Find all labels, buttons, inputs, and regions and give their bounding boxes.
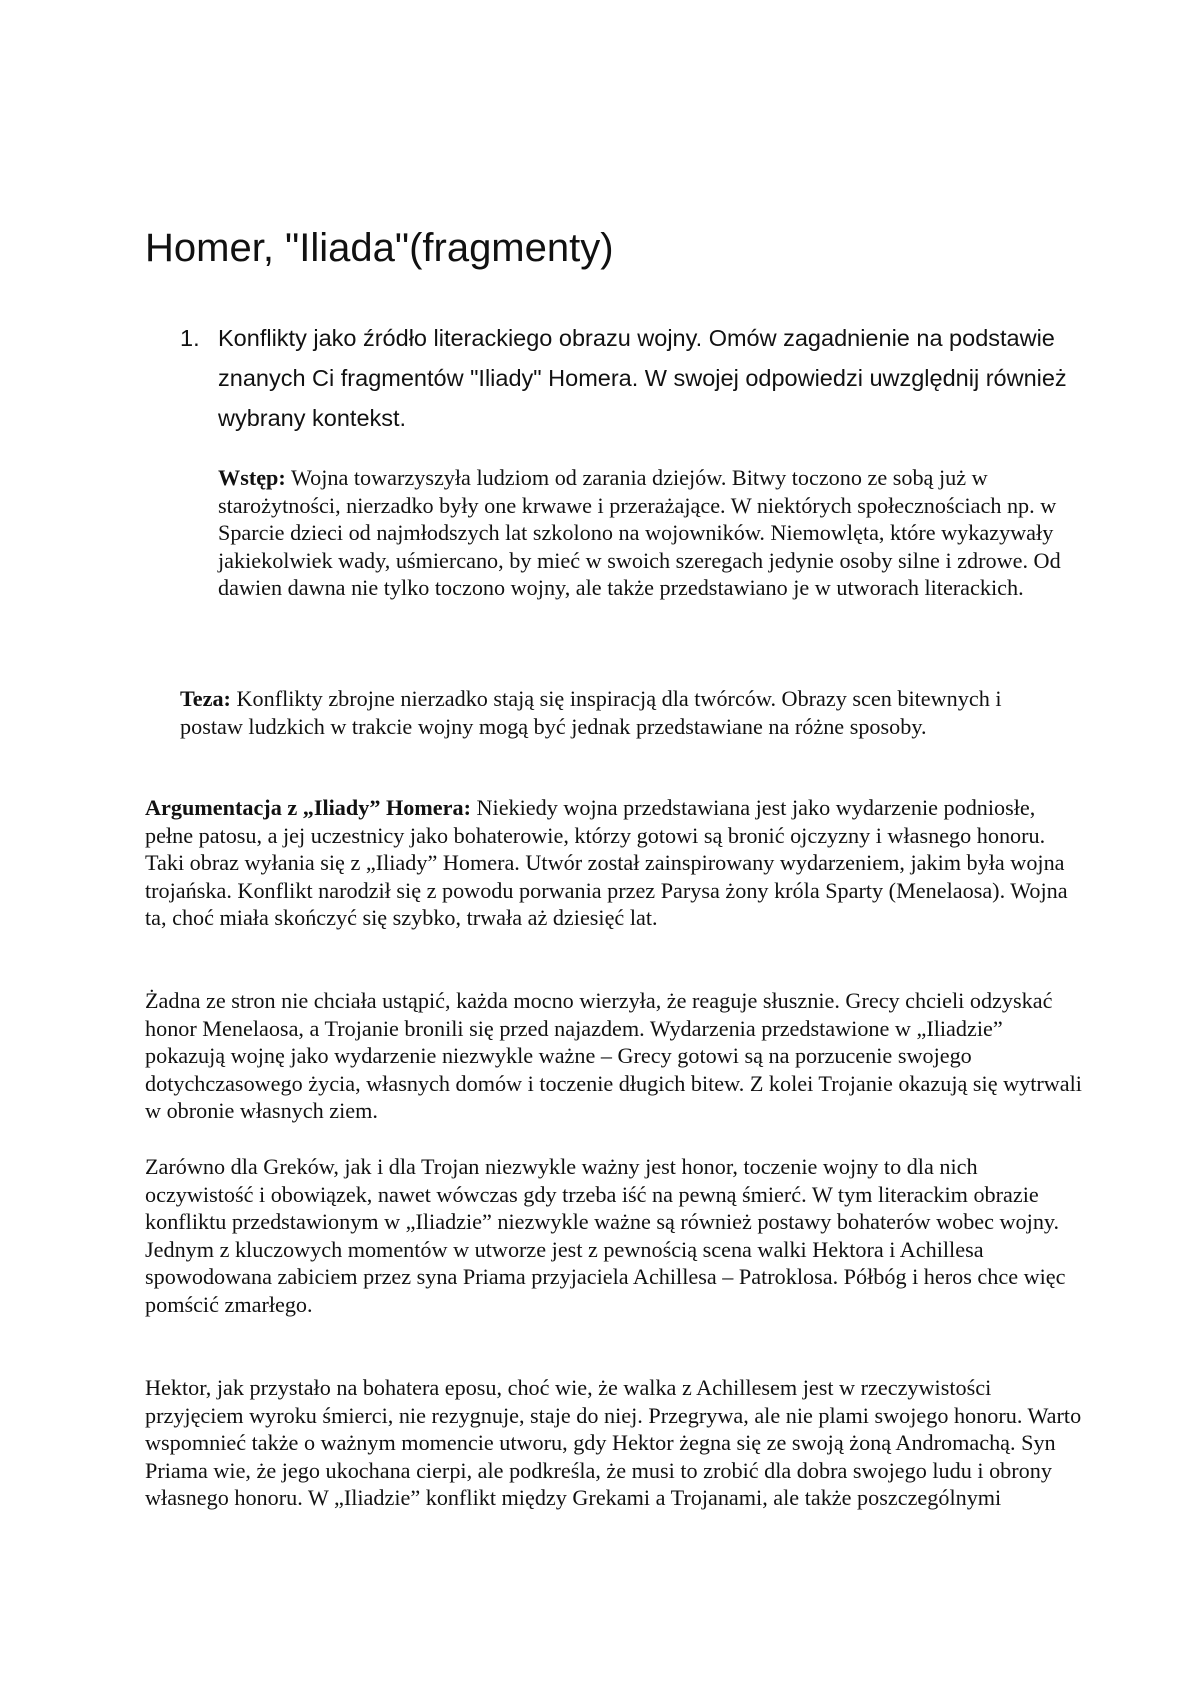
paragraph-thesis xyxy=(180,685,1060,740)
paragraph-body: Zarówno dla Greków, jak i dla Trojan niezwykle ważny jest honor, toczenie wojny to dla nich oczywistość i obowiązek, nawet wówczas gdy trzeba iść na pewną śmierć. W tym literackim obrazie konfliktu przedstawionym w „Iliadzie” niezwykle ważne są również postawy bohaterów wobec wojny. Jednym z kluczowych momentów w utworze jest z pewnością scena walki Hektora i Achillesa spowodowana zabiciem przez syna Priama przyjaciela Achillesa – Patroklosa. Półbóg i heros chce więc pomścić zmarłego. xyxy=(145,1154,1066,1317)
question-text: Konflikty jako źródło literackiego obrazu wojny. Omów zagadnienie na podstawie znanych Ci fragmentów "Iliady" Homera. W swojej odpowiedzi uwzględnij również wybrany kontekst. xyxy=(218,325,1067,431)
paragraph-label: Argumentacja z „Iliady” Homera: xyxy=(145,795,471,820)
paragraph-argumentation xyxy=(145,794,1085,932)
paragraph-text: Wojna towarzyszyła ludziom od zarania dziejów. Bitwy toczono ze sobą już w starożytności, nierzadko były one krwawe i przerażające. W niektórych społecznościach np. w Sparcie dzieci od najmłodszych lat szkolono na wojowników. Niemowlęta, które wykazywały jakiekolwiek wady, uśmiercano, by mieć w swoich szeregach jedynie osoby silne i zdrowe. Od dawien dawna nie tylko toczono wojny, ale także przedstawiano je w utworach literackich. xyxy=(218,465,1061,600)
question-number: 1. xyxy=(180,325,200,351)
paragraph-body: Hektor, jak przystało na bohatera eposu, choć wie, że walka z Achillesem jest w rzeczywistości przyjęciem wyroku śmierci, nie rezygnuje, staje do niej. Przegrywa, ale nie plami swojego honoru. Warto wspomnieć także o ważnym momencie utworu, gdy Hektor żegna się ze swoją żoną Andromachą. Syn Priama wie, że jego ukochana cierpi, ale podkreśla, że musi to zrobić dla dobra swojego ludu i obrony własnego honoru. W „Iliadzie” konflikt między Grekami a Trojanami, ale także poszczególnymi xyxy=(145,1375,1082,1510)
paragraph-text: Konflikty zbrojne nierzadko stają się inspiracją dla twórców. Obrazy scen bitewnych i postaw ludzkich w trakcie wojny mogą być jednak przedstawiane na różne sposoby. xyxy=(180,686,1002,739)
paragraph-label: Wstęp: xyxy=(218,465,286,490)
question-item xyxy=(180,318,1080,438)
paragraph-body: Żadna ze stron nie chciała ustąpić, każda mocno wierzyła, że reaguje słusznie. Grecy chcieli odzyskać honor Menelaosa, a Trojanie bronili się przed najazdem. Wydarzenia przedstawione w „Iliadzie” pokazują wojnę jako wydarzenie niezwykle ważne – Grecy gotowi są na porzucenie swojego dotychczasowego życia, własnych domów i toczenie długich bitew. Z kolei Trojanie okazują się wytrwali w obronie własnych ziem. xyxy=(145,988,1082,1123)
paragraph-introduction xyxy=(218,464,1098,602)
document-title: Homer, "Iliada"(fragmenty) xyxy=(145,226,614,270)
paragraph-label: Teza: xyxy=(180,686,231,711)
paragraph-text: Niekiedy wojna przedstawiana jest jako wydarzenie podniosłe, pełne patosu, a jej uczestnicy jako bohaterowie, którzy gotowi są bronić ojczyzny i własnego honoru. Taki obraz wyłania się z „Iliady” Homera. Utwór został zainspirowany wydarzeniem, jakim była wojna trojańska. Konflikt narodził się z powodu porwania przez Parysa żony króla Sparty (Menelaosa). Wojna ta, choć miała skończyć się szybko, trwała aż dziesięć lat. xyxy=(145,795,1068,930)
